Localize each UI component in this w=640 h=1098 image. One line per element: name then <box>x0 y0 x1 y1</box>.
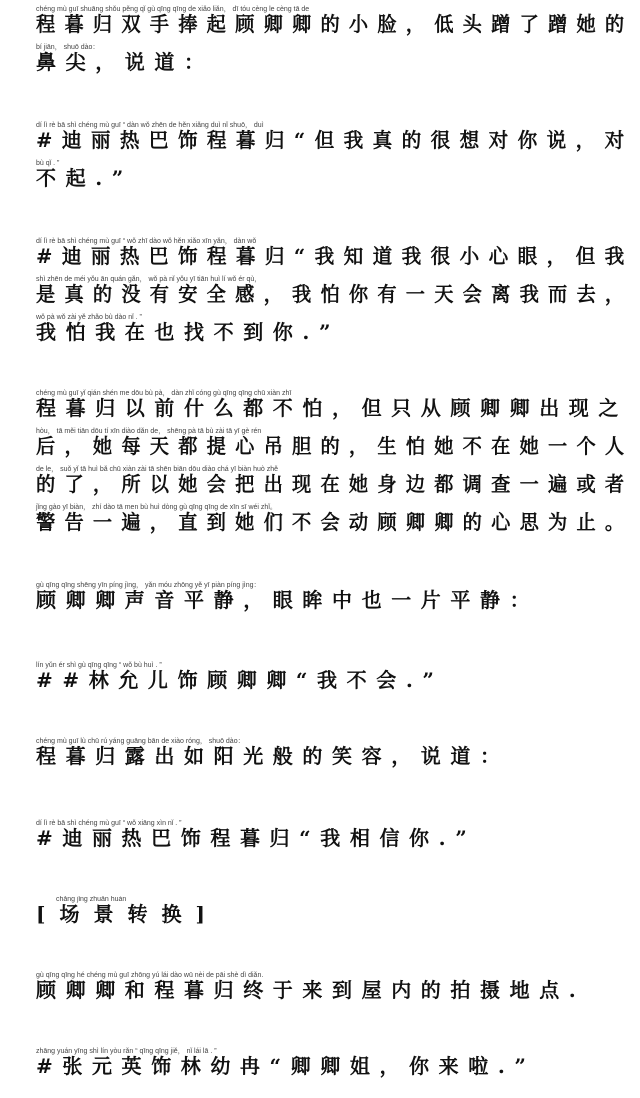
pinyin-annotation: gù qīng qīng hé chéng mù guī zhōng yú lái dào wū nèi de pāi shè dì diǎn. <box>36 972 264 979</box>
pinyin-annotation: bù qǐ . ” <box>36 160 60 167</box>
pinyin-annotation: chéng mù guī lù chū rú yáng guāng bān de xiào róng， shuō dào： <box>36 738 245 745</box>
pinyin-annotation: dí lì rè bā shì chéng mù guī “ wǒ xiāng xìn nǐ . ” <box>36 820 182 827</box>
dialogue-line: 我怕我在也找不到你.” <box>36 320 341 344</box>
scene-change-marker: [场景转换] <box>36 902 219 926</box>
pinyin-annotation: zhāng yuán yīng shì lín yòu rǎn “ qīng qīng jiě， nǐ lái lā . ” <box>36 1048 217 1055</box>
pinyin-annotation: gù qīng qīng shēng yīn píng jìng， yǎn móu zhōng yě yī piàn píng jìng： <box>36 582 261 589</box>
dialogue-line: 不起.” <box>36 166 133 190</box>
narration-line: 顾卿卿声音平静，眼眸中也一片平静： <box>36 588 540 612</box>
pinyin-annotation: chǎng jǐng zhuǎn huàn <box>56 896 127 903</box>
narration-line: 程暮归以前什么都不怕，但只从顾卿卿出现之 <box>36 396 628 420</box>
pinyin-annotation: bí jiān， shuō dào： <box>36 44 100 51</box>
narration-line: 程暮归露出如阳光般的笑容，说道： <box>36 744 510 768</box>
narration-line: 的了，所以她会把出现在她身边都调查一遍或者 <box>36 472 634 496</box>
pinyin-annotation: de le， suǒ yǐ tā huì bǎ chū xiàn zài tā shēn biān dōu diào chá yī biàn huò zhě <box>36 466 279 473</box>
dialogue-line: #迪丽热巴饰程暮归“我相信你.” <box>36 826 477 850</box>
narration-line: 警告一遍，直到她们不会动顾卿卿的心思为止。 <box>36 510 634 534</box>
pinyin-annotation: dí lì rè bā shì chéng mù guī “ dàn wǒ zhēn de hěn xiǎng duì nǐ shuō， duì <box>36 122 264 129</box>
pinyin-annotation: chéng mù guī shuāng shǒu pěng qǐ gù qīng qīng de xiǎo liǎn， dī tóu cèng le cèng tā de <box>36 6 310 13</box>
narration-line: 鼻尖，说道： <box>36 50 214 74</box>
pinyin-annotation: wǒ pà wǒ zài yě zhǎo bù dào nǐ . ” <box>36 314 142 321</box>
dialogue-line: #张元英饰林幼冉“卿卿姐，你来啦.” <box>36 1054 536 1078</box>
pinyin-annotation: jǐng gào yī biàn， zhí dào tā men bù huì dòng gù qīng qīng de xīn sī wéi zhǐ。 <box>36 504 277 511</box>
narration-line: 程暮归双手捧起顾卿卿的小脸，低头蹭了蹭她的 <box>36 12 634 36</box>
narration-line: 后，她每天都提心吊胆的，生怕她不在她一个人 <box>36 434 634 458</box>
pinyin-annotation: hòu， tā měi tiān dōu tí xīn diào dǎn de， shēng pà tā bù zài tā yī gè rén <box>36 428 262 435</box>
narration-line: 顾卿卿和程暮归终于来到屋内的拍摄地点. <box>36 978 586 1002</box>
dialogue-line: #迪丽热巴饰程暮归“但我真的很想对你说，对 <box>36 128 634 152</box>
dialogue-line: #迪丽热巴饰程暮归“我知道我很小心眼，但我 <box>36 244 634 268</box>
pinyin-annotation: chéng mù guī yǐ qián shén me dōu bù pà， dàn zhǐ cóng gù qīng qīng chū xiàn zhī <box>36 390 292 397</box>
pinyin-annotation: dí lì rè bā shì chéng mù guī “ wǒ zhī dào wǒ hěn xiǎo xīn yǎn， dàn wǒ <box>36 238 257 245</box>
pinyin-annotation: shì zhēn de méi yǒu ān quán gǎn， wǒ pà nǐ yǒu yī tiān huì lí wǒ ér qù， <box>36 276 262 283</box>
dialogue-line: 是真的没有安全感，我怕你有一天会离我而去， <box>36 282 634 306</box>
pinyin-annotation: lín yǔn ér shì gù qīng qīng “ wǒ bù huì . ” <box>36 662 162 669</box>
dialogue-line: ##林允儿饰顾卿卿“我不会.” <box>36 668 444 692</box>
